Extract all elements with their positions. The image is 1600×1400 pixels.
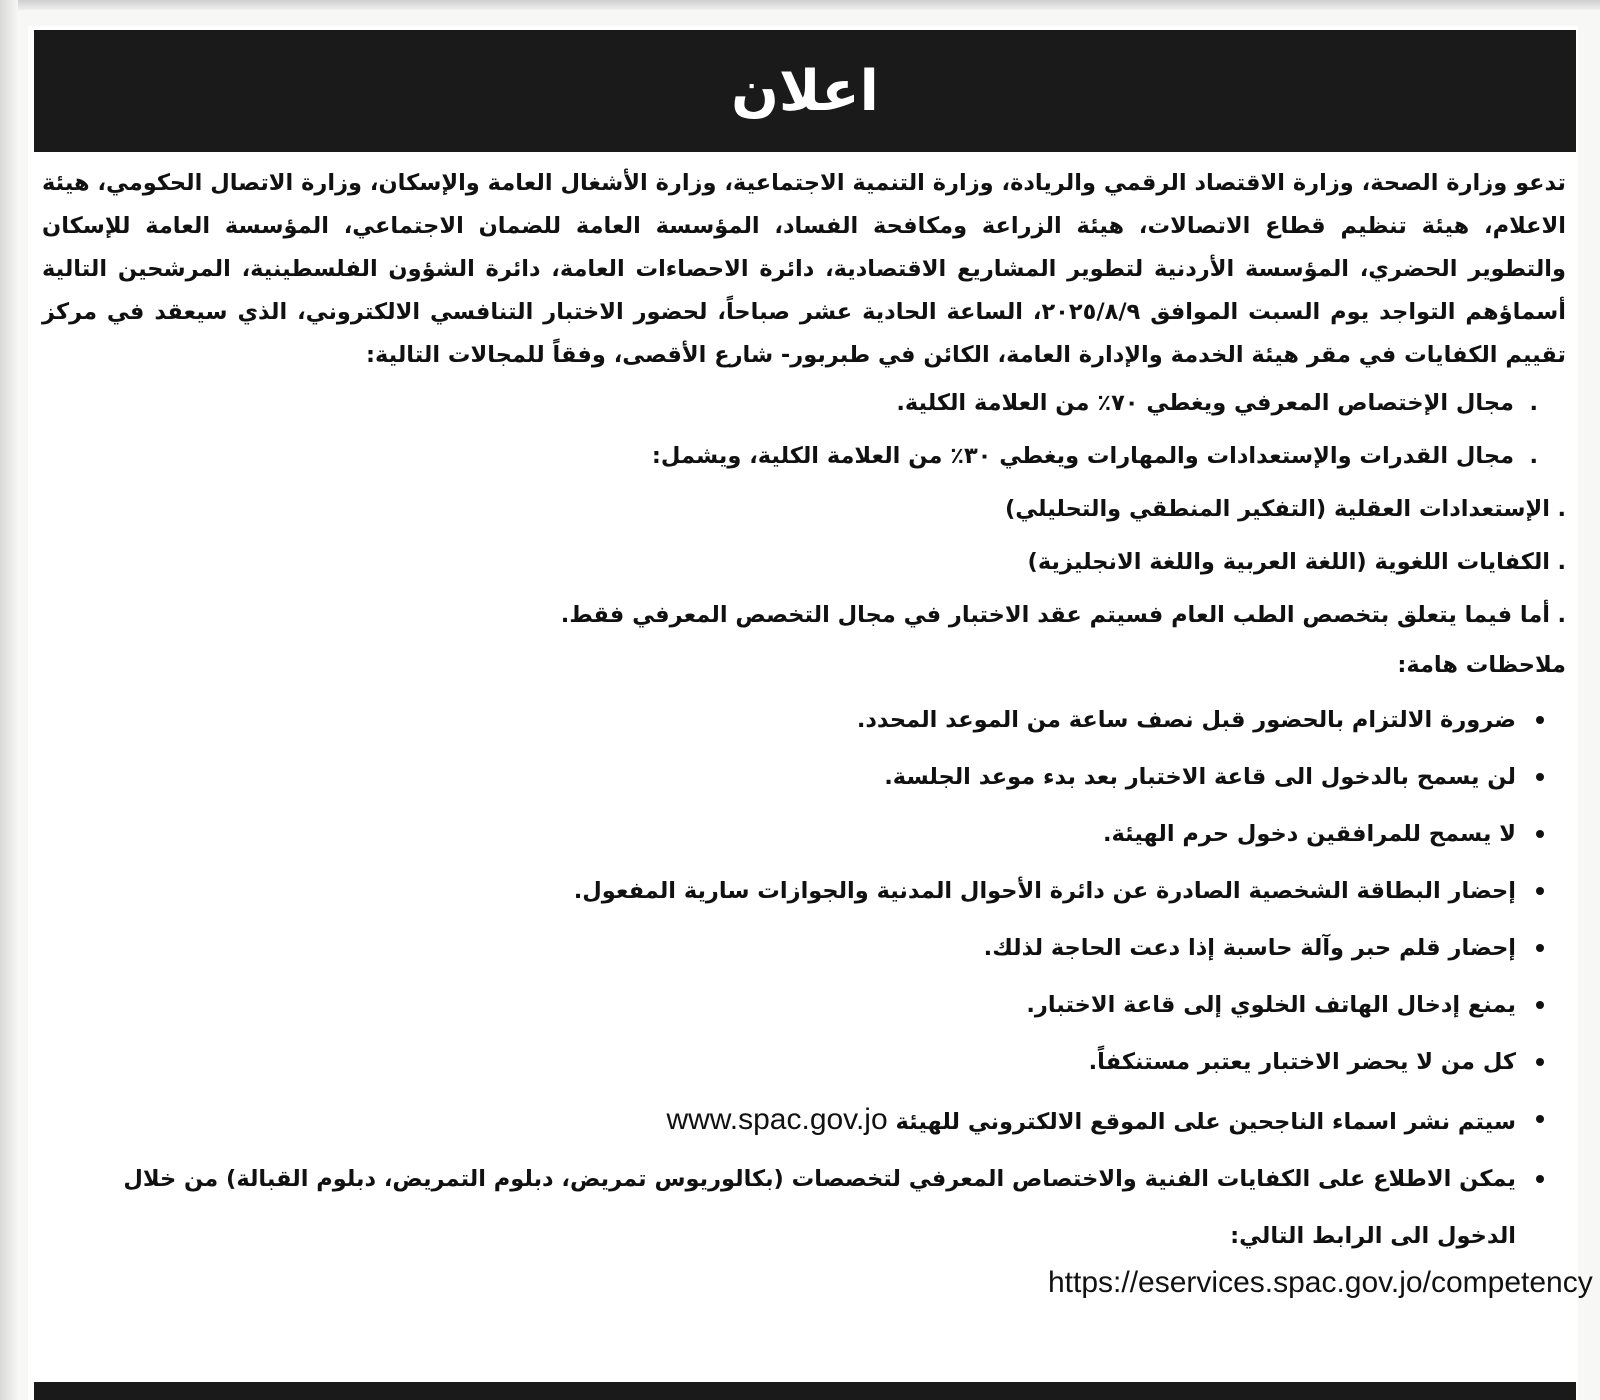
list-bullet: . xyxy=(1557,602,1566,628)
exam-field-item xyxy=(42,536,1566,589)
announcement-intro: تدعو وزارة الصحة، وزارة الاقتصاد الرقمي والريادة، وزارة التنمية الاجتماعية، وزارة الأشغال العامة والإسكان، وزارة الاتصال الحكومي، هيئة الاعلام، هيئة تنظيم قطاع الاتصالات، هيئة الزراعة ومكافحة الفساد، المؤسسة العامة للضمان الاجتماعي، المؤسسة العامة للإسكان والتطوير الحضري، المؤسسة الأردنية لتطوير المشاريع الاقتصادية، دائرة الاحصاءات العامة، دائرة الشؤون الفلسطينية، المرشحين التالية أسماؤهم التواجد يوم السبت الموافق ٢٠٢٥/٨/٩، الساعة الحادية عشر صباحاً، لحضور الاختبار التنافسي الالكتروني، الذي سيعقد في مركز تقييم الكفايات في مقر هيئة الخدمة والإدارة العامة، الكائن في طبربور- شارع الأقصى، وفقاً للمجالات التالية: xyxy=(42,170,1566,368)
note-text: سيتم نشر اسماء الناجحين على الموقع الالكتروني للهيئة xyxy=(895,1109,1516,1135)
note-item xyxy=(42,806,1566,863)
note-item xyxy=(42,1151,1593,1305)
exam-field-text: الكفايات اللغوية (اللغة العربية واللغة الانجليزية) xyxy=(1027,549,1550,575)
note-text: لن يسمح بالدخول الى قاعة الاختبار بعد بدء موعد الجلسة. xyxy=(884,764,1516,790)
bullet-dot-icon xyxy=(1536,944,1544,952)
exam-field-text: أما فيما يتعلق بتخصص الطب العام فسيتم عقد الاختبار في مجال التخصص المعرفي فقط. xyxy=(560,602,1550,628)
exam-field-item xyxy=(42,589,1566,642)
note-item xyxy=(42,977,1566,1034)
note-text: ضرورة الالتزام بالحضور قبل نصف ساعة من الموعد المحدد. xyxy=(856,707,1516,733)
note-item xyxy=(42,749,1566,806)
announcement-sheet xyxy=(28,26,1593,1400)
list-bullet: . xyxy=(1529,390,1538,416)
bullet-dot-icon xyxy=(1536,1175,1544,1183)
note-text: كل من لا يحضر الاختبار يعتبر مستنكفاً. xyxy=(1088,1049,1516,1075)
bullet-dot-icon xyxy=(1536,1115,1544,1123)
note-text: يمنع إدخال الهاتف الخلوي إلى قاعة الاختبار. xyxy=(1026,992,1516,1018)
note-text: يمكن الاطلاع على الكفايات الفنية والاختصاص المعرفي لتخصصات (بكالوريوس تمريض، دبلوم التمريض، دبلوم القبالة) من خلال الدخول الى الرابط التالي: xyxy=(123,1166,1516,1249)
exam-field-item xyxy=(42,377,1566,430)
exam-fields-list xyxy=(42,377,1566,642)
note-text: إحضار البطاقة الشخصية الصادرة عن دائرة الأحوال المدنية والجوازات سارية المفعول. xyxy=(573,878,1516,904)
notes-heading: ملاحظات هامة: xyxy=(1397,652,1566,678)
bullet-dot-icon xyxy=(1536,773,1544,781)
note-item xyxy=(42,1034,1566,1091)
note-item xyxy=(42,863,1566,920)
list-bullet: . xyxy=(1557,496,1566,522)
bullet-dot-icon xyxy=(1536,830,1544,838)
announcement-bottom-bar xyxy=(34,1382,1576,1400)
page-left-edge xyxy=(0,0,18,1400)
note-item xyxy=(42,1091,1566,1151)
list-bullet: . xyxy=(1529,443,1538,469)
website-url: www.spac.gov.jo xyxy=(666,1103,888,1136)
note-text: إحضار قلم حبر وآلة حاسبة إذا دعت الحاجة لذلك. xyxy=(983,935,1516,961)
note-item xyxy=(42,692,1566,749)
announcement-body xyxy=(42,162,1593,1305)
bullet-dot-icon xyxy=(1536,1058,1544,1066)
announcement-title-bar xyxy=(34,30,1576,152)
list-bullet: . xyxy=(1557,549,1566,575)
bullet-dot-icon xyxy=(1536,1001,1544,1009)
note-text: لا يسمح للمرافقين دخول حرم الهيئة. xyxy=(1102,821,1516,847)
exam-field-text: الإستعدادات العقلية (التفكير المنطقي والتحليلي) xyxy=(1005,496,1550,522)
exam-field-text: مجال الإختصاص المعرفي ويغطي ٧٠٪ من العلامة الكلية. xyxy=(896,390,1514,416)
note-item xyxy=(42,920,1566,977)
exam-field-item xyxy=(42,430,1566,483)
exam-field-text: مجال القدرات والإستعدادات والمهارات ويغطي ٣٠٪ من العلامة الكلية، ويشمل: xyxy=(651,443,1514,469)
page-top-edge xyxy=(0,0,1600,10)
bullet-dot-icon xyxy=(1536,887,1544,895)
exam-field-item xyxy=(42,483,1566,536)
bullet-dot-icon xyxy=(1536,716,1544,724)
competency-url: https://eservices.spac.gov.jo/competency xyxy=(1048,1266,1593,1299)
announcement-title: اعلان xyxy=(731,58,879,124)
important-notes-list xyxy=(42,692,1593,1305)
